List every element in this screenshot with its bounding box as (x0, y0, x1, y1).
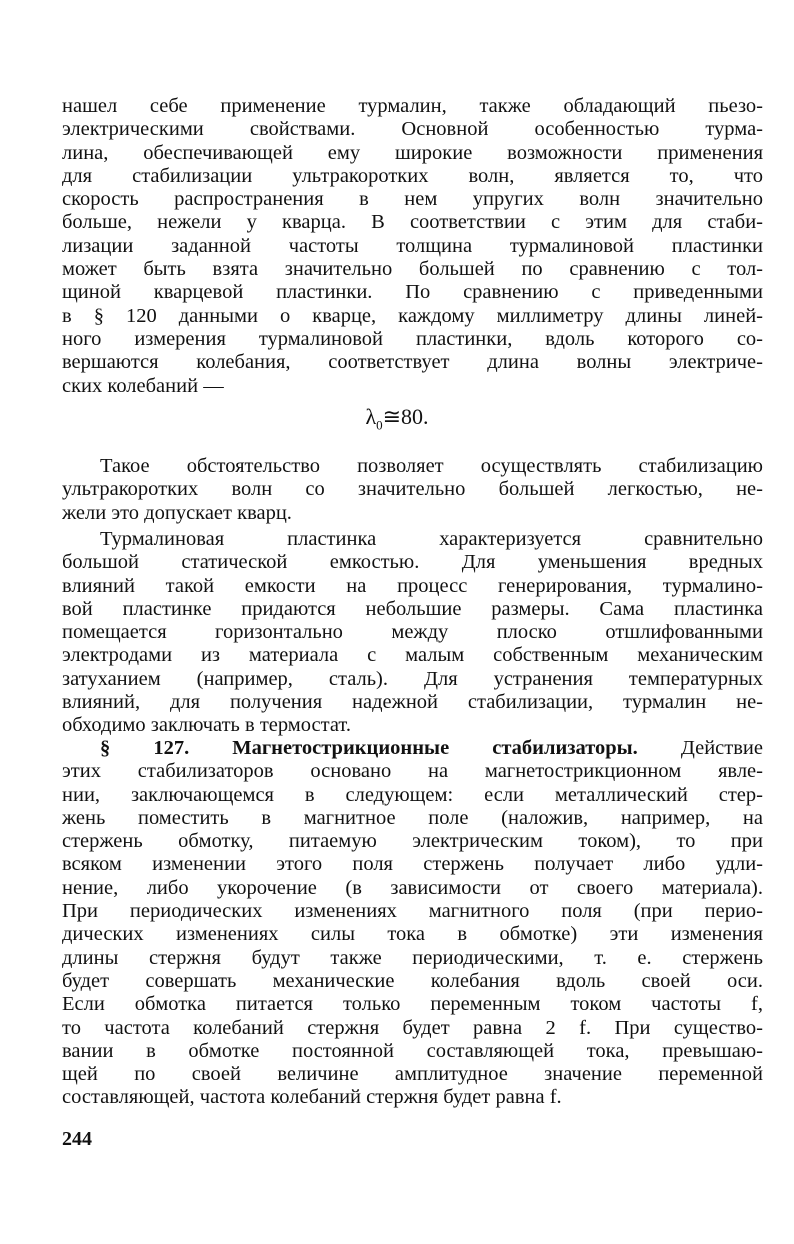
text-line: нашел себе применение турмалин, также обладающий пьезо- (62, 95, 763, 117)
text-line: жели это допускает кварц. (62, 501, 292, 524)
text-line: ультракоротких волн со значительно большей легкостью, не- (62, 478, 763, 501)
text-line: Такое обстоятельство позволяет осуществлять стабилизацию (100, 455, 763, 477)
text-line: При периодических изменениях магнитного поля (при перио- (62, 900, 763, 923)
text-line: лизации заданной частоты толщина турмалиновой пластинки (62, 234, 763, 257)
text-line: щиной кварцевой пластинки. По сравнению с приведенными (62, 281, 763, 304)
text-line: влияний, для получения надежной стабилизации, турмалин не- (62, 691, 763, 714)
text-line: будет совершать механические колебания вдоль своей оси. (62, 969, 763, 992)
text-line: влияний такой емкости на процесс генерирования, турмалино- (62, 574, 763, 597)
formula-symbol: λ (365, 404, 377, 429)
paragraph-3 (62, 528, 763, 738)
text-line: то частота колебаний стержня будет равна 2 f. При существо- (62, 1016, 763, 1039)
text-line: дических изменениях силы тока в обмотке) эти изменения (62, 923, 763, 946)
text-line: стержень обмотку, питаемую электрическим током), то при (62, 830, 763, 853)
text-line: вании в обмотке постоянной составляющей тока, превышаю- (62, 1039, 763, 1062)
text-line: электродами из материала с малым собственным механическим (62, 644, 763, 667)
text-line: всяком изменении этого поля стержень получает либо удли- (62, 853, 763, 876)
page-number: 244 (62, 1128, 92, 1150)
formula-wavelength (0, 404, 794, 433)
text-line: длины стержня будут также периодическими, т. е. стержень (62, 946, 763, 969)
paragraph-1 (62, 95, 763, 398)
text-line: этих стабилизаторов основано на магнетострикционном явле- (62, 760, 763, 783)
formula-relation: ≅ (382, 404, 402, 429)
text-line: может быть взята значительно большей по сравнению с тол- (62, 258, 763, 281)
formula-subscript: 0 (376, 417, 383, 433)
text-line: нии, заключающемся в следующем: если металлический стер- (62, 783, 763, 806)
text-line: для стабилизации ультракоротких волн, является то, что (62, 164, 763, 187)
formula-value: 80. (401, 404, 429, 429)
text-line: лина, обеспечивающей ему широкие возможности применения (62, 141, 763, 164)
text-line: больше, нежели у кварца. В соответствии с этим для стаби- (62, 211, 763, 234)
text-line: Если обмотка питается только переменным током частоты f, (62, 993, 763, 1016)
text-line: затуханием (например, сталь). Для устранения температурных (62, 667, 763, 690)
text-line: составляющей, частота колебаний стержня будет равна f. (62, 1086, 562, 1109)
text-line: ного измерения турмалиновой пластинки, вдоль которого со- (62, 327, 763, 350)
text-line: электрическими свойствами. Основной особенностью турма- (62, 118, 763, 141)
text-line: обходимо заключать в термостат. (62, 714, 351, 737)
text-line: большой статической емкостью. Для уменьшения вредных (62, 551, 763, 574)
section-heading: § 127. Магнетострикционные стабилизаторы. (100, 737, 638, 759)
text-line: помещается горизонтально между плоско отшлифованными (62, 621, 763, 644)
paragraph-2 (62, 455, 763, 525)
text-line: жень поместить в магнитное поле (наложив, например, на (62, 806, 763, 829)
section-first-line (62, 737, 763, 760)
section-first-line-rest: Действие (680, 737, 763, 759)
text-line: нение, либо укорочение (в зависимости от своего материала). (62, 876, 763, 899)
text-line: в § 120 данными о кварце, каждому миллиметру длины линей- (62, 304, 763, 327)
section-127 (62, 737, 763, 1110)
text-line: скорость распространения в нем упругих волн значительно (62, 188, 763, 211)
text-line: вой пластинке придаются небольшие размеры. Сама пластинка (62, 597, 763, 620)
text-line: вершаются колебания, соответствует длина волны электриче- (62, 351, 763, 374)
text-line: ских колебаний — (62, 374, 224, 397)
text-line: щей по своей величине амплитудное значение переменной (62, 1063, 763, 1086)
text-line: Турмалиновая пластинка характеризуется сравнительно (100, 528, 763, 550)
